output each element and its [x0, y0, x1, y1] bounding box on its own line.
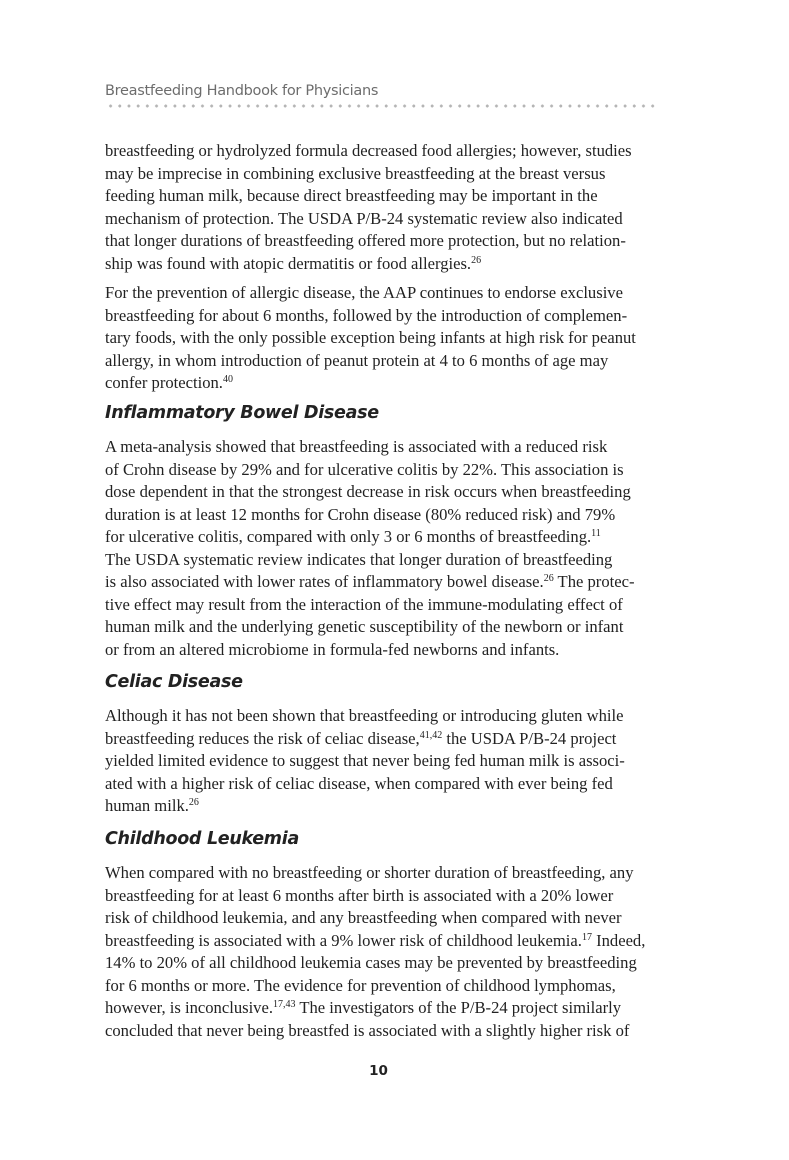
text-run: dose dependent in that the strongest decrease in risk occurs when breastfeeding — [105, 482, 631, 501]
text-run: breastfeeding for at least 6 months after birth is associated with a 20% lower — [105, 885, 614, 905]
paragraph — [105, 862, 665, 1042]
text-run: for 6 months or more. The evidence for prevention of childhood lymphomas, — [105, 975, 616, 995]
text-run: The protec- — [553, 572, 635, 591]
text-line — [105, 481, 665, 504]
citation-superscript: 26 — [471, 254, 482, 266]
paragraph — [105, 140, 665, 275]
text-line — [105, 728, 665, 751]
text-run: human milk. — [105, 796, 189, 815]
text-line — [105, 282, 665, 305]
text-run: breastfeeding for about 6 months, followed by the introduction of complemen- — [105, 305, 628, 325]
paragraph — [105, 436, 665, 661]
text-line — [105, 750, 665, 773]
text-run: feeding human milk, because direct breastfeeding may be important in the — [105, 186, 598, 205]
text-line — [105, 639, 665, 662]
text-run: The USDA systematic review indicates that longer duration of breastfeeding — [105, 549, 613, 569]
text-line — [105, 504, 665, 527]
text-line — [105, 862, 665, 885]
text-run: Although it has not been shown that breastfeeding or introducing gluten while — [105, 706, 624, 725]
citation-superscript: 41,42 — [419, 729, 443, 741]
text-line — [105, 372, 665, 395]
text-run: may be imprecise in combining exclusive breastfeeding at the breast versus — [105, 163, 606, 183]
text-line — [105, 526, 665, 549]
text-run: A meta-analysis showed that breastfeeding is associated with a reduced risk — [105, 437, 608, 456]
text-line — [105, 1020, 665, 1043]
text-run: yielded limited evidence to suggest that never being fed human milk is associ- — [105, 751, 625, 770]
text-run: For the prevention of allergic disease, the AAP continues to endorse exclusive — [105, 283, 623, 302]
text-line — [105, 163, 665, 186]
text-line — [105, 436, 665, 459]
text-run: breastfeeding is associated with a 9% lower risk of childhood leukemia. — [105, 930, 582, 950]
text-line — [105, 305, 665, 328]
text-line — [105, 907, 665, 930]
text-run: breastfeeding reduces the risk of celiac disease, — [105, 728, 420, 748]
text-line — [105, 459, 665, 482]
text-run: or from an altered microbiome in formula-fed newborns and infants. — [105, 639, 560, 659]
text-run: of Crohn disease by 29% and for ulcerative colitis by 22%. This association is — [105, 459, 624, 479]
text-run: Indeed, — [591, 930, 646, 950]
dotted-divider — [106, 104, 656, 108]
text-line — [105, 975, 665, 998]
text-run: that longer durations of breastfeeding offered more protection, but no relation- — [105, 231, 626, 250]
text-line — [105, 885, 665, 908]
paragraph — [105, 705, 665, 818]
text-run: When compared with no breastfeeding or shorter duration of breastfeeding, any — [105, 863, 634, 882]
text-line — [105, 185, 665, 208]
text-line — [105, 253, 665, 276]
text-run: 14% to 20% of all childhood leukemia cases may be prevented by breastfeeding — [105, 953, 637, 972]
text-line — [105, 997, 665, 1020]
section-heading: Celiac Disease — [105, 672, 243, 692]
citation-superscript: 26 — [188, 797, 199, 808]
text-run: is also associated with lower rates of inflammatory bowel disease. — [105, 572, 544, 591]
text-run: risk of childhood leukemia, and any breastfeeding when compared with never — [105, 908, 622, 927]
text-line — [105, 930, 665, 953]
text-run: tary foods, with the only possible exception being infants at high risk for peanut — [105, 328, 636, 347]
text-line — [105, 327, 665, 350]
text-line — [105, 230, 665, 253]
text-run: concluded that never being breastfed is associated with a slightly higher risk of — [105, 1020, 630, 1040]
text-run: tive effect may result from the interaction of the immune-modulating effect of — [105, 594, 623, 614]
text-run: human milk and the underlying genetic susceptibility of the newborn or infant — [105, 617, 624, 636]
text-line — [105, 208, 665, 231]
text-run: mechanism of protection. The USDA P/B-24 systematic review also indicated — [105, 208, 623, 228]
text-line — [105, 549, 665, 572]
text-run: The investigators of the P/B-24 project similarly — [295, 998, 622, 1017]
text-run: for ulcerative colitis, compared with only 3 or 6 months of breastfeeding. — [105, 527, 592, 546]
citation-superscript: 40 — [222, 374, 233, 385]
text-line — [105, 795, 665, 818]
section-heading: Childhood Leukemia — [105, 829, 299, 849]
text-line — [105, 571, 665, 594]
text-run: allergy, in whom introduction of peanut protein at 4 to 6 months of age may — [105, 350, 609, 370]
text-run: confer protection. — [105, 373, 223, 392]
text-run: ship was found with atopic dermatitis or food allergies. — [105, 253, 472, 273]
paragraph — [105, 282, 665, 395]
text-line — [105, 773, 665, 796]
text-run: the USDA P/B-24 project — [442, 728, 617, 748]
text-run: ated with a higher risk of celiac disease, when compared with ever being fed — [105, 773, 613, 793]
text-run: breastfeeding or hydrolyzed formula decreased food allergies; however, studies — [105, 141, 632, 160]
text-run: however, is inconclusive. — [105, 998, 273, 1017]
text-line — [105, 350, 665, 373]
running-head: Breastfeeding Handbook for Physicians — [105, 83, 379, 99]
text-line — [105, 616, 665, 639]
citation-superscript: 11 — [591, 528, 601, 539]
text-run: duration is at least 12 months for Crohn disease (80% reduced risk) and 79% — [105, 504, 616, 524]
text-line — [105, 952, 665, 975]
page-number: 10 — [369, 1063, 388, 1079]
section-heading: Inflammatory Bowel Disease — [105, 403, 379, 423]
citation-superscript: 17 — [581, 931, 592, 943]
text-line — [105, 140, 665, 163]
citation-superscript: 17,43 — [273, 999, 296, 1010]
citation-superscript: 26 — [543, 573, 554, 584]
text-line — [105, 594, 665, 617]
text-line — [105, 705, 665, 728]
